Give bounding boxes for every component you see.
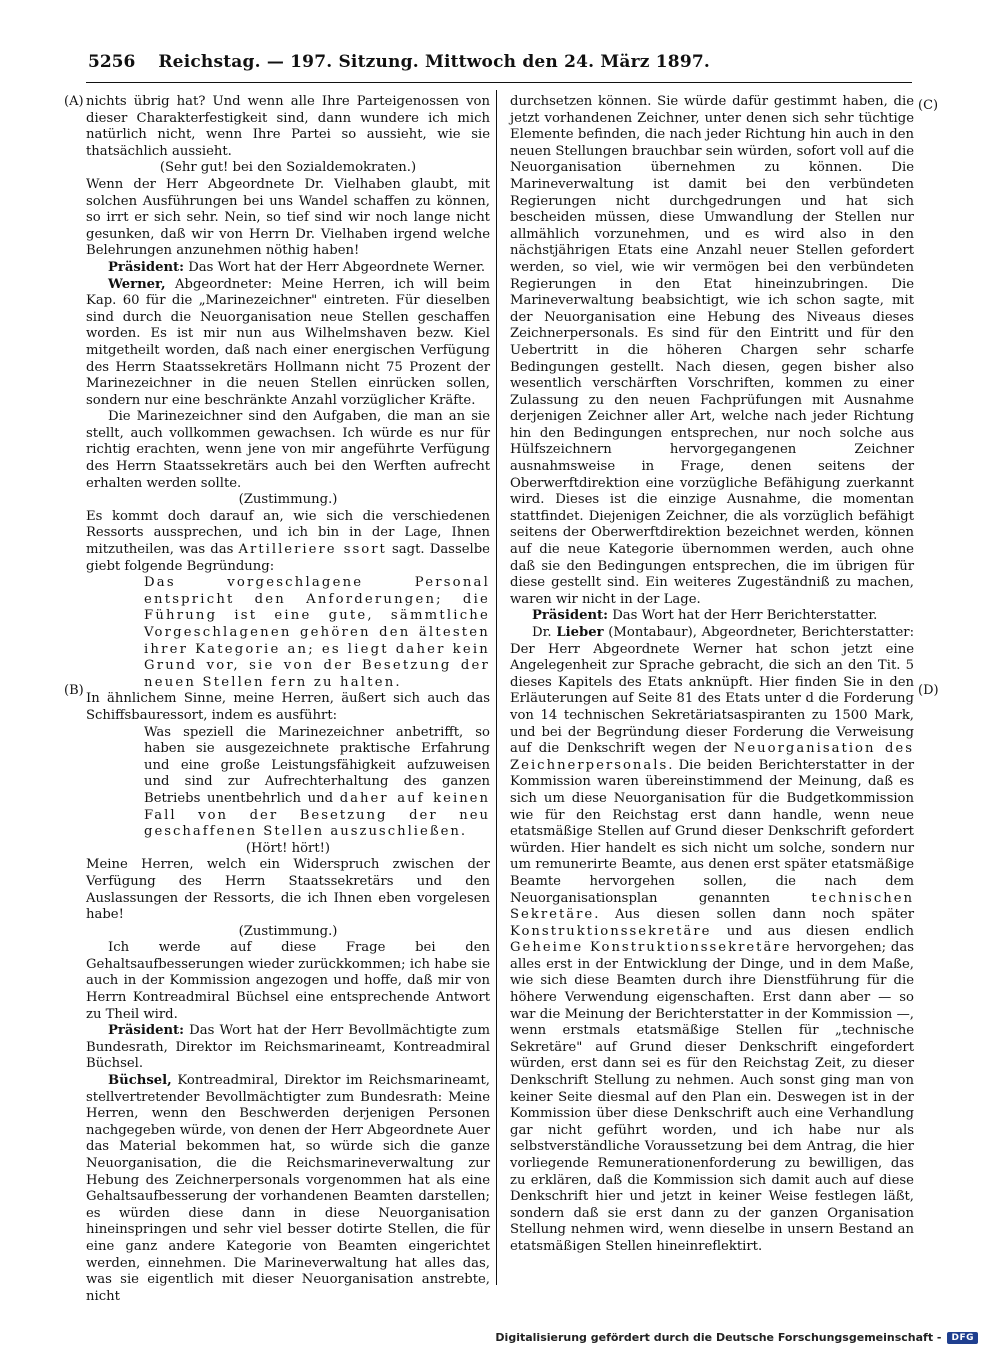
- speaker-paragraph: [86, 1073, 490, 1305]
- page-title: Reichstag. — 197. Sitzung. Mittwoch den 24. März 1897.: [158, 52, 710, 72]
- paragraph: Die Marinezeichner sind den Aufgaben, die man an sie stellt, auch vollkommen gewachsen. Ich würde es nur für richtig erachten, wenn jene von mir angeführte Verfügung des Herrn Staatssekretärs auch bei den Werften aufrecht erhalten werden sollte.: [86, 409, 490, 491]
- page-header: [88, 52, 710, 78]
- spaced-text: Konstruktionssekretäre: [510, 923, 712, 939]
- speech-text: Das Wort hat der Herr Bevollmächtigte zum Bundesrath, Direktor im Reichsmarineamt, Kontreadmiral Büchsel.: [86, 1023, 490, 1072]
- text-run: . Aus diesen sollen dann noch später: [594, 907, 914, 923]
- text-run: Es kommt doch darauf an, wie sich die verschiedenen Ressorts aussprechen, und ich bin in der Lage, Ihnen mitzutheilen, was das: [86, 508, 490, 558]
- spaced-text: daher auf keinen Fall von der Besetzung der neu geschaffenen Stellen auszuschließen.: [144, 790, 490, 840]
- right-column: [510, 94, 914, 1256]
- paragraph: Ich werde auf diese Frage bei den Gehaltsaufbesserungen wieder zurückkommen; ich habe sie auch in der Kommission angezogen und hoffe, daß mir von Herrn Kontreadmiral Büchsel eine entsprechende Antwort zu Theil wird.: [86, 940, 490, 1022]
- speaker-name: Lieber: [556, 625, 604, 640]
- header-rule: [86, 82, 912, 83]
- text-run: hervorgehen; das alles erst in der Entwicklung der Dinge, und in dem Maße, wie sich diese Beamten durch ihre Dienstführung für die höhere Verwendung eigenschaften. Erst dann aber — so war die Meinung der Berichterstatter in der Kommission —, wenn erstmals etatsmäßige Stellen für „technische Sekretäre" auf Grund dieser Denkschrift eingefordert würden, erst dann sei es für den Reichstag Zeit, zu dieser Denkschrift Stellung zu nehmen. Auch sonst ging man von keiner Seite diesmal auf den Plan ein. Deswegen ist in der Kommission über diese Denkschrift auch eine Verhandlung gar nicht geführt worden, und ich habe nur als selbstverständliche Voraussetzung bei dem Antrag, die hier vorliegende Remunerationenforderung zu bewilligen, das zu erklären, daß die Kommission sich damit auch auf diese Denkschrift hier und jetzt in keiner Weise festlegen läßt, sondern daß sie erst dann zu der ganzen Organisation Stellung nehmen wird, wenn dieselbe in unsern Bestand an etatsmäßigen Stellen hineinreflektirt.: [510, 940, 914, 1254]
- text-run: Was speziell die Marinezeichner anbetrifft, so haben sie ausgezeichnete praktische Erfahrung und eine große Leistungsfähigkeit aufzuweisen und sind zur Aufrechterhaltung des ganzen Betriebs unentbehrlich und: [144, 724, 490, 806]
- spaced-text: Neuorganisation des Zeichnerpersonals: [510, 741, 914, 773]
- interjection: (Zustimmung.): [238, 492, 338, 508]
- dfg-logo: DFG: [947, 1332, 978, 1344]
- margin-mark-d: (D): [918, 683, 939, 698]
- speech-text: Das Wort hat der Herr Berichterstatter.: [608, 608, 878, 624]
- speaker-name: Präsident:: [108, 259, 185, 275]
- text-run: . Die beiden Berichterstatter in der Kommission waren übereinstimmend der Meinung, daß es sich um diese Neuorganisation für die Budgetkommission wie für den Reichstag erst dann handle, wenn neue etatsmäßige Stellen auf Grund dieser Denkschrift gefordert würden. Hier handelt es sich nicht um solche, sondern nur um remunerirte Beamte, aus denen erst später etatsmäßige Beamte hervorgehen sollen, die nach dem Neuorganisationsplan genannten: [510, 757, 914, 906]
- digitization-credit: [495, 1331, 978, 1344]
- spaced-text: Geheime Konstruktionssekretäre: [510, 940, 792, 956]
- text-run: Dr.: [532, 625, 557, 640]
- paragraph: Wenn der Herr Abgeordnete Dr. Vielhaben glaubt, mit solchen Ausführungen bei uns Wandel schaffen zu können, so irrt er sich sehr. Nein, so tief sind wir noch lange nicht gesunken, daß wir von Herrn Dr. Vielhaben irgend welche Belehrungen anzunehmen nöthig haben!: [86, 176, 490, 259]
- column-divider: [496, 90, 497, 1285]
- interjection: (Hört! hört!): [245, 840, 331, 856]
- interjection: (Zustimmung.): [238, 923, 338, 939]
- quotation: [144, 725, 490, 841]
- speaker-name: Werner,: [108, 276, 166, 292]
- speech-text: Das Wort hat der Herr Abgeordnete Werner.: [184, 259, 486, 275]
- speaker-paragraph: [510, 625, 914, 1256]
- interjection: (Sehr gut! bei den Sozialdemokraten.): [159, 160, 417, 176]
- speaker-paragraph: [86, 277, 490, 410]
- paragraph: durchsetzen können. Sie würde dafür gestimmt haben, die jetzt vorhandenen Zeichner, unter denen sich sehr tüchtige Elemente befinden, die nach jeder Richtung hin auch in den neuen Stellungen brauchbar sein würden, sofort voll auf die Neuorganisation übernehmen zu können. Die Marineverwaltung ist damit bei den verbündeten Regierungen nicht durchgedrungen und hat sich bescheiden müssen, diese Umwandlung der Stellen nur allmählich vorzunehmen, und es wird also in den nächstjährigen Etats eine Anzahl neuer Stellen gefordert werden, so viel, wie wir vermögen bei den verbündeten Regierungen in den Etat hineinzubringen. Die Marineverwaltung beabsichtigt, wie ich schon sagte, mit der Neuorganisation eine Hebung des Niveaus dieses Zeichnerpersonals. Es sind für den Eintritt und für den Uebertritt in die höheren Chargen sehr scharfe Bedingungen gestellt. Nach diesen, gegen bisher also wesentlich verschärften Vorschriften, kommen zu einer Zulassung zu den neuen Fachprüfungen mit Ausnahme derjenigen Zeichner aller Art, welche nach jeder Richtung hin den Bedingungen entsprechen, nur noch solche aus Hülfszeichnern hervorgegangenen Zeichner ausnahmsweise in Frage, denen seitens der Oberwerftdirektion eine vorzügliche Befähigung zuerkannt wird. Dieses ist die einzige Ausnahme, die momentan stattfindet. Diejenigen Zeichner, die als vorzüglich befähigt seitens der Oberwerftdirektion bezeichnet werden, können auf die neue Kategorie übernommen werden, auch ohne daß sie den Bedingungen entsprechen, die im übrigen für diese gestellt sind. Ein weiteres Zugeständniß zu machen, waren wir nicht in der Lage.: [510, 94, 914, 607]
- margin-mark-c: (C): [918, 98, 939, 113]
- speaker-name: Präsident:: [532, 608, 609, 624]
- left-column: [86, 94, 490, 1305]
- text-run: (Montabaur), Abgeordneter, Berichterstatter: Der Herr Abgeordnete Werner hat schon jetzt eine Angelegenheit zur Sprache gebracht, die sich an den Tit. 5 dieses Kapitels des Etats anknüpft. Hier finden Sie in den Erläuterungen auf Seite 81 des Etats unter d die Forderung von 14 technischen Sekretäriatsaspiranten zu 1500 Mark, und bei der Begründung dieser Forderung die Verweisung auf die Denkschrift wegen der: [510, 625, 915, 757]
- speech-text: Kontreadmiral, Direktor im Reichsmarineamt, stellvertretender Bevollmächtigter zum Bundesrath: Meine Herren, wenn den Beschwerden derjenigen Personen nachgegeben würde, von denen der Herr Abgeordnete Auer das Material bekommen hat, so würde sich die ganze Neuorganisation, die die Reichsmarineverwaltung zur Hebung des Zeichnerpersonals vorgenommen hat als eine Gehaltsaufbesserung der vorhandenen Beamten darstellen; es würden diese dann in diese Neuorganisation hineinspringen und sehr viel besser dotirte Stellen, die für eine ganz andere Kategorie von Beamten eingerichtet werden, einnehmen. Die Marineverwaltung hat alles das, was sie eigentlich mit dieser Neuorganisation anstrebte, nicht: [86, 1073, 490, 1304]
- spaced-text: Artilleriere ssort: [238, 542, 387, 558]
- page-number: 5256: [88, 52, 136, 72]
- speaker-name: Präsident:: [108, 1023, 185, 1039]
- speaker-name: Büchsel,: [108, 1073, 172, 1089]
- text-run: sagt. Dasselbe giebt folgende Begründung:: [86, 542, 490, 574]
- paragraph: Meine Herren, welch ein Widerspruch zwischen der Verfügung des Herrn Staatssekretärs und den Auslassungen der Ressorts, die ich Ihnen eben vorgelesen habe!: [86, 857, 490, 923]
- text-run: und aus diesen endlich: [711, 923, 914, 939]
- speaker-paragraph: [86, 1023, 490, 1073]
- speaker-paragraph: [86, 260, 490, 277]
- paragraph: In ähnlichem Sinne, meine Herren, äußert sich auch das Schiffsbauressort, indem es ausführt:: [86, 691, 490, 723]
- footer-text: Digitalisierung gefördert durch die Deutsche Forschungsgemeinschaft -: [495, 1331, 942, 1344]
- quotation: Das vorgeschlagene Personal entspricht den Anforderungen; die Führung ist eine gute, sämmtliche Vorgeschlagenen gehören den ältesten ihrer Kategorie an; es liegt daher kein Grund vor, sie von der Besetzung der neuen Stellen fern zu halten.: [144, 575, 490, 690]
- margin-mark-b: (B): [64, 683, 84, 698]
- speaker-paragraph: [510, 608, 914, 625]
- margin-mark-a: (A): [64, 94, 84, 109]
- speech-text: Abgeordneter: Meine Herren, ich will beim Kap. 60 für die „Marinezeichner" eintreten. Für dieselben sind durch die Neuorganisation neue Stellen geschaffen worden. Es ist mir nun aus Wilhelmshaven bezw. Kiel mitgetheilt worden, daß nach einer energischen Verfügung des Herrn Staatssekretärs Hollmann nicht 75 Prozent der Marinezeichner in die neuen Stellen einrücken sollen, sondern nur eine beschränkte Anzahl vorzüglicher Kräfte.: [86, 276, 490, 408]
- paragraph: nichts übrig hat? Und wenn alle Ihre Parteigenossen von dieser Charakterfestigkeit sind, dann wundere ich mich natürlich nicht, wenn Ihre Partei so aussieht, wie sie thatsächlich aussieht.: [86, 94, 490, 159]
- paragraph: [86, 509, 490, 575]
- spaced-text: technischen Sekretäre: [510, 890, 914, 923]
